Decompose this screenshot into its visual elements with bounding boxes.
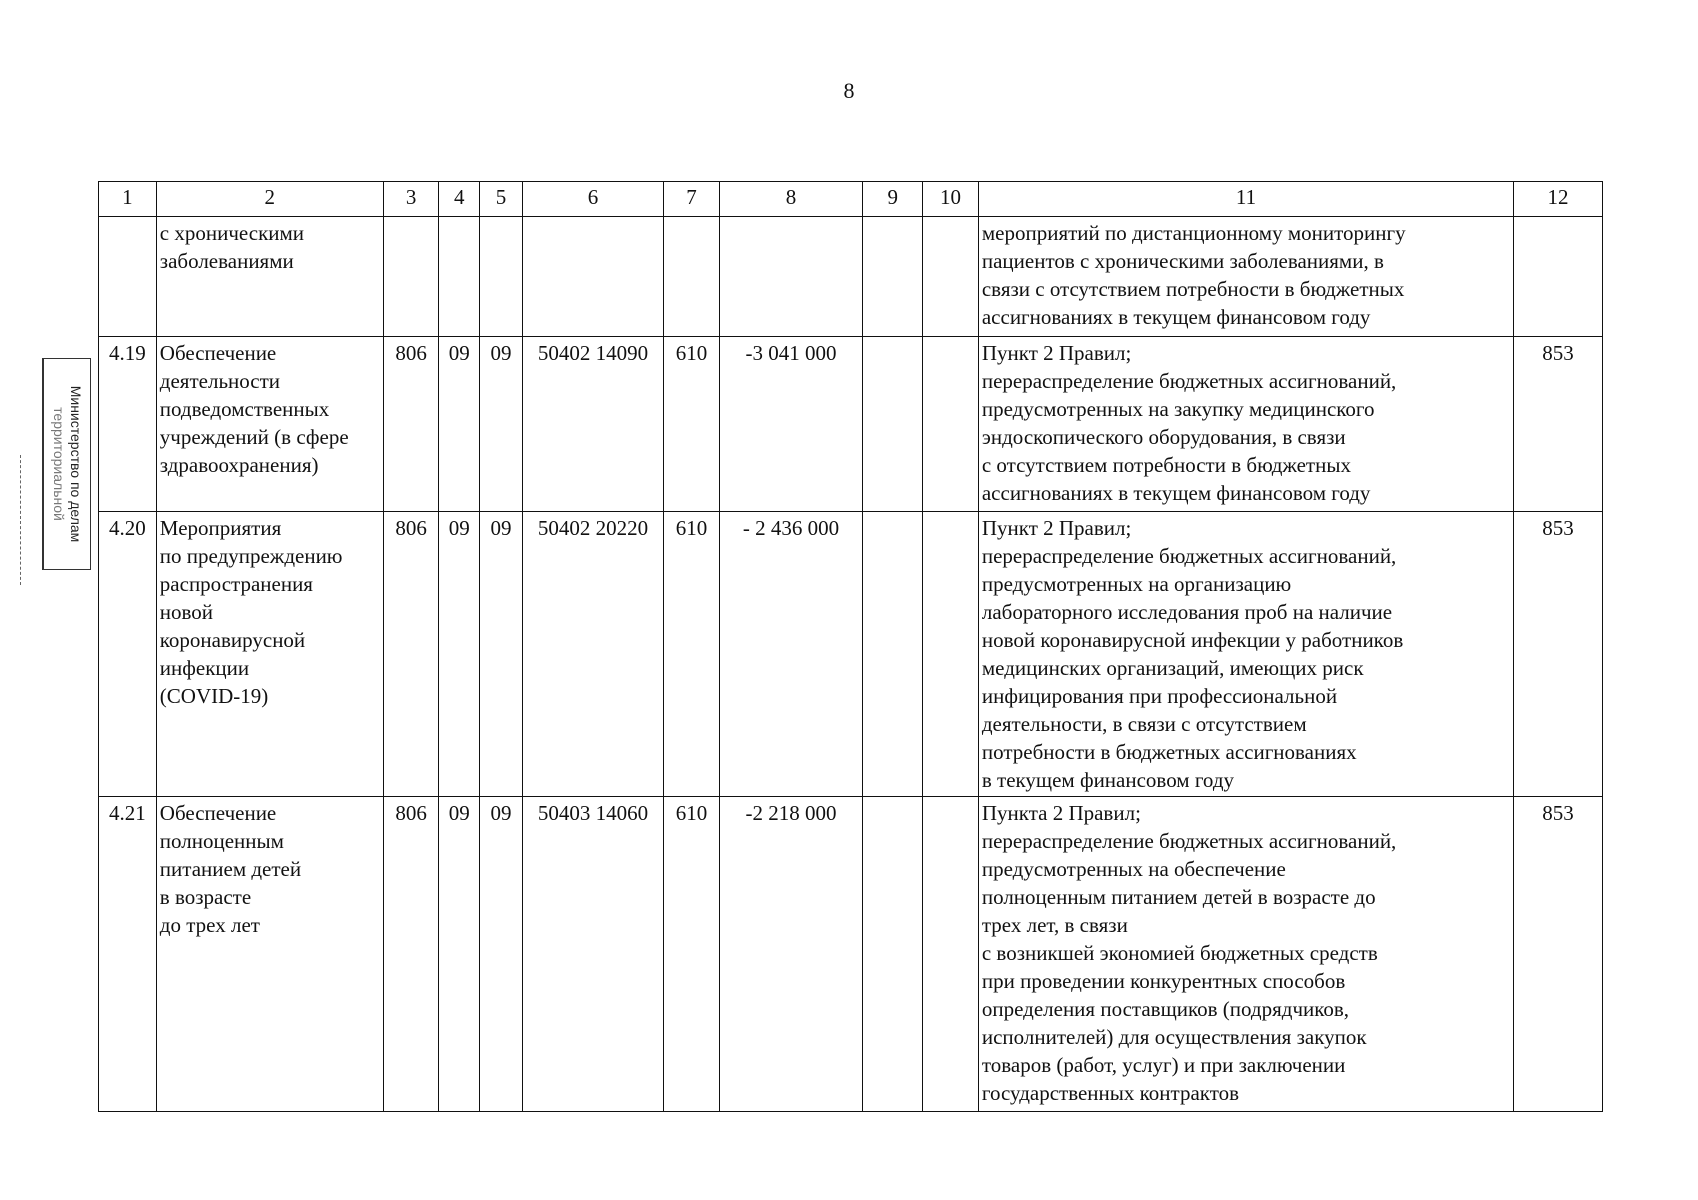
event-name-cell	[156, 512, 383, 797]
reason-line: с возникшей экономией бюджетных средств	[981, 941, 1378, 965]
row-number-cell: 4.19	[99, 337, 157, 512]
reason-line: инфицирования при профессиональной	[981, 684, 1338, 708]
column-header-6: 6	[522, 182, 663, 217]
reason-line: ассигнованиях в текущем финансовом году	[981, 481, 1371, 505]
section-code-cell: 09	[439, 797, 480, 1112]
target-article-cell: 50402 20220	[522, 512, 663, 797]
event-name-line: Мероприятия	[159, 516, 282, 540]
column-header-10: 10	[923, 182, 979, 217]
event-name-cell	[156, 217, 383, 337]
event-name-line: деятельности	[159, 369, 281, 393]
ministry-code-cell: 806	[383, 797, 439, 1112]
reason-line: при проведении конкурентных способов	[981, 969, 1346, 993]
subsection-code-cell: 09	[480, 797, 523, 1112]
table-row-4-19	[99, 337, 1603, 512]
reason-line: ассигнованиях в текущем финансовом году	[981, 305, 1371, 329]
ministry-code-cell	[383, 217, 439, 337]
column-9-cell	[863, 217, 923, 337]
table-row-4-21	[99, 797, 1603, 1112]
reason-line: пациентов с хроническими заболеваниями, в	[981, 249, 1384, 273]
column-10-cell	[923, 217, 979, 337]
page-number: 8	[843, 78, 855, 103]
row-number-cell: 4.21	[99, 797, 157, 1112]
event-name-line: заболеваниями	[159, 249, 294, 273]
amount-cell: - 2 436 000	[719, 512, 862, 797]
reason-line: деятельности, в связи с отсутствием	[981, 712, 1307, 736]
column-10-cell	[923, 337, 979, 512]
reason-line: мероприятий по дистанционному мониторингу	[981, 221, 1406, 245]
reason-line: Пункта 2 Правил;	[981, 801, 1141, 825]
event-name-line: учреждений (в сфере	[159, 425, 349, 449]
row-number-cell	[99, 217, 157, 337]
code-cell: 853	[1514, 512, 1603, 797]
ministry-code-cell: 806	[383, 337, 439, 512]
subsection-code-cell: 09	[480, 512, 523, 797]
reason-line: определения поставщиков (подрядчиков,	[981, 997, 1350, 1021]
reason-line: эндоскопического оборудования, в связи	[981, 425, 1346, 449]
reason-line: новой коронавирусной инфекции у работников	[981, 628, 1404, 652]
table-row-4-20	[99, 512, 1603, 797]
reason-line: исполнителей) для осуществления закупок	[981, 1025, 1367, 1049]
amount-cell: -2 218 000	[719, 797, 862, 1112]
column-9-cell	[863, 512, 923, 797]
section-code-cell	[439, 217, 480, 337]
reason-line: медицинских организаций, имеющих риск	[981, 656, 1364, 680]
event-name-line: (COVID-19)	[159, 684, 269, 708]
column-10-cell	[923, 797, 979, 1112]
stamp-line-2: территориальной	[51, 407, 67, 521]
reason-line: потребности в бюджетных ассигнованиях	[981, 740, 1357, 764]
column-header-12: 12	[1514, 182, 1603, 217]
target-article-cell: 50402 14090	[522, 337, 663, 512]
budget-table	[98, 181, 1603, 1112]
event-name-line: питанием детей	[159, 857, 302, 881]
expense-type-cell: 610	[664, 512, 720, 797]
expense-type-cell: 610	[664, 797, 720, 1112]
reason-cell	[978, 217, 1513, 337]
expense-type-cell	[664, 217, 720, 337]
reason-line: с отсутствием потребности в бюджетных	[981, 453, 1351, 477]
column-header-11: 11	[978, 182, 1513, 217]
column-header-3: 3	[383, 182, 439, 217]
column-10-cell	[923, 512, 979, 797]
registration-stamp	[42, 358, 91, 570]
reason-cell	[978, 337, 1513, 512]
reason-line: предусмотренных на закупку медицинского	[981, 397, 1375, 421]
event-name-line: здравоохранения)	[159, 453, 319, 477]
event-name-line: Обеспечение	[159, 341, 277, 365]
row-number-cell: 4.20	[99, 512, 157, 797]
section-code-cell: 09	[439, 337, 480, 512]
reason-line: Пункт 2 Правил;	[981, 341, 1132, 365]
reason-line: полноценным питанием детей в возрасте до	[981, 885, 1376, 909]
stamp-text	[50, 386, 84, 543]
event-name-cell	[156, 797, 383, 1112]
reason-line: предусмотренных на обеспечение	[981, 857, 1286, 881]
event-name-line: распространения	[159, 572, 313, 596]
event-name-line: Обеспечение	[159, 801, 277, 825]
reason-line: государственных контрактов	[981, 1081, 1240, 1105]
event-name-cell	[156, 337, 383, 512]
event-name-line: коронавирусной	[159, 628, 306, 652]
column-9-cell	[863, 797, 923, 1112]
column-header-4: 4	[439, 182, 480, 217]
code-cell	[1514, 217, 1603, 337]
reason-line: предусмотренных на организацию	[981, 572, 1292, 596]
stamp-line-1: Министерство по делам	[68, 385, 84, 543]
reason-line: в текущем финансовом году	[981, 768, 1235, 792]
reason-line: перераспределение бюджетных ассигнований,	[981, 829, 1397, 853]
event-name-line: инфекции	[159, 656, 250, 680]
column-header-7: 7	[664, 182, 720, 217]
amount-cell: -3 041 000	[719, 337, 862, 512]
reason-line: трех лет, в связи	[981, 913, 1128, 937]
event-name-line: с хроническими	[159, 221, 305, 245]
amount-cell	[719, 217, 862, 337]
subsection-code-cell: 09	[480, 337, 523, 512]
reason-line: лабораторного исследования проб на наличие	[981, 600, 1393, 624]
reason-line: Пункт 2 Правил;	[981, 516, 1132, 540]
section-code-cell: 09	[439, 512, 480, 797]
column-header-1: 1	[99, 182, 157, 217]
event-name-line: подведомственных	[159, 397, 330, 421]
target-article-cell: 50403 14060	[522, 797, 663, 1112]
reason-cell	[978, 797, 1513, 1112]
table-header-row	[99, 182, 1603, 217]
event-name-line: в возрасте	[159, 885, 252, 909]
ministry-code-cell: 806	[383, 512, 439, 797]
reason-line: товаров (работ, услуг) и при заключении	[981, 1053, 1346, 1077]
event-name-line: по предупреждению	[159, 544, 343, 568]
subsection-code-cell	[480, 217, 523, 337]
column-header-2: 2	[156, 182, 383, 217]
column-header-5: 5	[480, 182, 523, 217]
expense-type-cell: 610	[664, 337, 720, 512]
column-9-cell	[863, 337, 923, 512]
scan-edge-mark	[20, 455, 23, 585]
event-name-line: до трех лет	[159, 913, 260, 937]
reason-cell	[978, 512, 1513, 797]
reason-line: перераспределение бюджетных ассигнований,	[981, 369, 1397, 393]
column-header-8: 8	[719, 182, 862, 217]
target-article-cell	[522, 217, 663, 337]
event-name-line: полноценным	[159, 829, 284, 853]
reason-line: перераспределение бюджетных ассигнований,	[981, 544, 1397, 568]
reason-line: связи с отсутствием потребности в бюджетных	[981, 277, 1405, 301]
table-row-continuation	[99, 217, 1603, 337]
column-header-9: 9	[863, 182, 923, 217]
code-cell: 853	[1514, 337, 1603, 512]
code-cell: 853	[1514, 797, 1603, 1112]
event-name-line: новой	[159, 600, 214, 624]
